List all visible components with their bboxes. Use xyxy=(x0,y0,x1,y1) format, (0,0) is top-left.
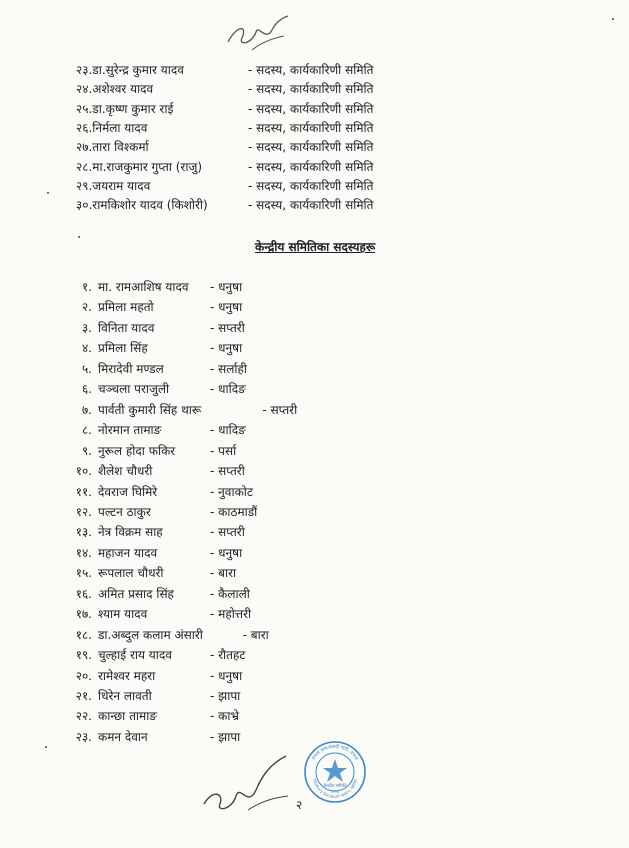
member-name: कमन देवान xyxy=(98,729,148,744)
member-district: - धनुषा xyxy=(210,341,243,356)
scan-speck xyxy=(47,192,49,194)
central-committee-heading: केन्द्रीय समितिका सदस्यहरू xyxy=(255,240,376,254)
member-number: १. xyxy=(81,280,92,294)
member-number: २३. xyxy=(75,729,92,744)
member-name: डा.अब्दुल कलाम अंसारी xyxy=(98,627,203,642)
member-number: ३. xyxy=(81,320,92,335)
member-district: - धनुषा xyxy=(210,300,243,315)
member-name: २७.तारा विश्‍कर्मा xyxy=(76,140,149,155)
svg-text:केन्द्रीय समिति: केन्द्रीय समिति xyxy=(323,784,347,789)
member-name: २८.मा.राजकुमार गुप्ता (राजु) xyxy=(76,159,203,174)
member-district: - सप्तरी xyxy=(210,320,245,335)
member-name: चुल्हाई राय यादव xyxy=(98,648,172,663)
member-name: रूपलाल चौधरी xyxy=(98,566,164,581)
member-role: - सदस्य, कार्यकारिणी समिति xyxy=(248,178,374,193)
member-name: नुरूल होदा फकिर xyxy=(98,443,176,458)
member-name: ३०.रामकिशोर यादव (किशोरी) xyxy=(76,198,208,213)
member-number: ९. xyxy=(81,443,92,458)
member-district: - पर्सा xyxy=(210,443,237,458)
member-district: - सर्लाही xyxy=(210,361,247,376)
member-number: १९. xyxy=(75,648,92,663)
member-number: २२. xyxy=(75,709,92,724)
member-role: - सदस्य, कार्यकारिणी समिति xyxy=(248,63,374,77)
member-name: देवराज घिमिरे xyxy=(98,484,158,499)
svg-text:PEOPLE'S SOCIALIST PARTY, NEPA: PEOPLE'S SOCIALIST PARTY, NEPAL xyxy=(312,778,358,800)
member-district: - धादिङ xyxy=(210,423,246,438)
member-number: २१. xyxy=(75,689,92,703)
member-number: २०. xyxy=(75,668,92,683)
member-role: - सदस्य, कार्यकारिणी समिति xyxy=(248,159,374,174)
svg-text:२००६: २००६ xyxy=(330,789,340,794)
party-seal xyxy=(303,740,367,804)
member-number: ४. xyxy=(81,341,92,356)
member-name: शैलेश चौधरी xyxy=(98,464,153,479)
member-district: - नुवाकोट xyxy=(210,484,253,499)
member-district: - बारा xyxy=(242,627,269,642)
signature-top xyxy=(222,12,292,58)
page-number: २ xyxy=(296,798,303,812)
member-name: नोरमान तामाङ xyxy=(98,423,162,438)
scan-speck xyxy=(78,236,80,238)
member-name: धिरेन लावती xyxy=(98,689,152,703)
member-role: - सदस्य, कार्यकारिणी समिति xyxy=(248,120,374,135)
member-name: विनिता यादव xyxy=(98,320,155,335)
scan-speck xyxy=(45,746,47,748)
member-number: १२. xyxy=(75,504,92,519)
scan-speck xyxy=(612,18,614,20)
member-role: - सदस्य, कार्यकारिणी समिति xyxy=(248,82,374,97)
member-district: - बारा xyxy=(210,566,237,581)
member-number: १६. xyxy=(75,586,92,601)
member-number: ११. xyxy=(75,484,92,499)
member-role: - सदस्य, कार्यकारिणी समिति xyxy=(248,140,374,155)
member-name: रामेश्वर महरा xyxy=(98,668,156,683)
member-district: - धनुषा xyxy=(210,545,243,560)
member-district: - धनुषा xyxy=(210,668,243,683)
member-role: - सदस्य, कार्यकारिणी समिति xyxy=(248,198,374,213)
member-district: - झापा xyxy=(210,689,241,703)
signature-bottom xyxy=(198,750,298,820)
member-district: - कैलाली xyxy=(210,586,250,601)
member-name: श्याम यादव xyxy=(98,607,148,622)
member-name: २४.अशेश्वर यादव xyxy=(76,82,154,97)
member-district: - महोत्तरी xyxy=(210,607,252,622)
member-name: २६.निर्मला यादव xyxy=(76,120,148,135)
member-name: प्रमिला महतो xyxy=(98,300,154,315)
member-name: २५.डा.कृष्ण कुमार राई xyxy=(76,101,174,116)
member-name: नेत्र विक्रम साह xyxy=(98,525,163,540)
member-district: - सप्तरी xyxy=(262,402,298,417)
member-name: २९.जयराम यादव xyxy=(76,178,151,193)
member-district: - सप्तरी xyxy=(210,525,245,540)
member-name: २३.डा.सुरेन्द्र कुमार यादव xyxy=(76,63,184,77)
member-number: १५. xyxy=(75,566,92,581)
member-name: महाजन यादव xyxy=(98,545,158,560)
member-number: ७. xyxy=(81,402,92,417)
member-name: पल्टन ठाकुर xyxy=(98,504,151,519)
member-district: - सप्तरी xyxy=(210,464,245,479)
member-name: मिरादेवी मण्डल xyxy=(98,361,164,376)
member-number: ५. xyxy=(81,361,92,376)
member-number: १३. xyxy=(75,525,92,540)
member-name: पार्वती कुमारी सिंह थारू xyxy=(98,402,202,417)
member-name: अमित प्रसाद सिंह xyxy=(98,586,174,601)
member-district: - झापा xyxy=(210,729,241,744)
member-name: चञ्चला पराजुली xyxy=(98,382,170,397)
member-number: २. xyxy=(81,300,92,315)
member-district: - काभ्रे xyxy=(210,709,239,724)
member-number: १४. xyxy=(75,545,92,560)
member-number: १८. xyxy=(75,627,92,642)
member-name: मा. रामआशिष यादव xyxy=(98,280,189,294)
member-district: - धादिङ xyxy=(210,382,246,397)
member-name: प्रमिला सिंह xyxy=(98,341,148,356)
member-number: १७. xyxy=(75,607,92,622)
member-number: ८. xyxy=(81,423,92,438)
svg-text:जनता समाजवादी पार्टी, नेपाल: जनता समाजवादी पार्टी, नेपाल xyxy=(311,744,359,762)
member-name: कान्छा तामाङ xyxy=(98,709,157,724)
member-number: ६. xyxy=(81,382,92,397)
member-role: - सदस्य, कार्यकारिणी समिति xyxy=(248,101,374,116)
member-district: - काठमाडौं xyxy=(210,504,258,519)
member-district: - रौतहट xyxy=(210,648,246,663)
member-number: १०. xyxy=(75,464,92,479)
member-district: - धनुषा xyxy=(210,280,243,294)
